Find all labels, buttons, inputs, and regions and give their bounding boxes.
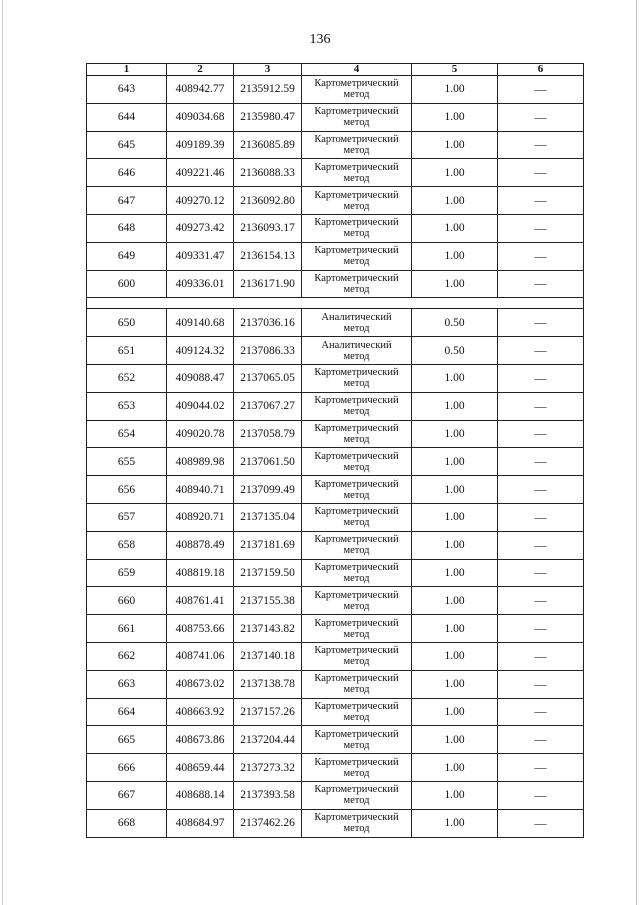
accuracy-cell: 1.00 bbox=[412, 448, 498, 476]
method-cell bbox=[302, 781, 412, 809]
y-coordinate-cell: 2137061.50 bbox=[234, 448, 302, 476]
method-line-2: метод bbox=[343, 767, 370, 779]
method-cell bbox=[302, 392, 412, 420]
x-coordinate-cell: 409088.47 bbox=[167, 364, 234, 392]
accuracy-cell: 1.00 bbox=[412, 103, 498, 131]
accuracy-cell: 1.00 bbox=[412, 587, 498, 615]
method-line-1: Аналитический bbox=[321, 339, 392, 351]
method-line-2: метод bbox=[343, 656, 370, 668]
method-cell bbox=[302, 364, 412, 392]
table-row bbox=[87, 809, 584, 837]
y-coordinate-cell: 2137065.05 bbox=[234, 364, 302, 392]
method-cell bbox=[302, 242, 412, 270]
note-cell: — bbox=[498, 364, 584, 392]
method-line-1: Картометрический bbox=[314, 422, 399, 434]
method-line-1: Картометрический bbox=[314, 534, 399, 546]
accuracy-cell: 1.00 bbox=[412, 392, 498, 420]
point-number-cell: 649 bbox=[87, 242, 167, 270]
accuracy-cell: 1.00 bbox=[412, 420, 498, 448]
y-coordinate-cell: 2137135.04 bbox=[234, 503, 302, 531]
point-number-cell: 668 bbox=[87, 809, 167, 837]
table-row bbox=[87, 726, 584, 754]
point-number-cell: 652 bbox=[87, 364, 167, 392]
method-line-1: Картометрический bbox=[314, 478, 399, 490]
table-row bbox=[87, 131, 584, 159]
x-coordinate-cell: 409140.68 bbox=[167, 309, 234, 337]
point-number-cell: 660 bbox=[87, 587, 167, 615]
method-line-2: метод bbox=[343, 545, 370, 557]
note-cell: — bbox=[498, 642, 584, 670]
method-line-1: Аналитический bbox=[321, 311, 392, 323]
method-cell bbox=[302, 587, 412, 615]
x-coordinate-cell: 409270.12 bbox=[167, 187, 234, 215]
method-cell bbox=[302, 726, 412, 754]
point-number-cell: 664 bbox=[87, 698, 167, 726]
method-line-2: метод bbox=[343, 489, 370, 501]
x-coordinate-cell: 409034.68 bbox=[167, 103, 234, 131]
accuracy-cell: 1.00 bbox=[412, 559, 498, 587]
method-line-1: Картометрический bbox=[314, 589, 399, 601]
x-coordinate-cell: 408940.71 bbox=[167, 476, 234, 504]
accuracy-cell: 1.00 bbox=[412, 781, 498, 809]
method-cell bbox=[302, 187, 412, 215]
accuracy-cell: 1.00 bbox=[412, 726, 498, 754]
x-coordinate-cell: 408920.71 bbox=[167, 503, 234, 531]
method-line-1: Картометрический bbox=[314, 450, 399, 462]
group-separator-row bbox=[87, 298, 584, 309]
note-cell: — bbox=[498, 242, 584, 270]
note-cell: — bbox=[498, 809, 584, 837]
table-row bbox=[87, 476, 584, 504]
method-line-1: Картометрический bbox=[314, 133, 399, 145]
y-coordinate-cell: 2137155.38 bbox=[234, 587, 302, 615]
method-line-2: метод bbox=[343, 283, 370, 295]
point-number-cell: 659 bbox=[87, 559, 167, 587]
method-line-1: Картометрический bbox=[314, 728, 399, 740]
note-cell: — bbox=[498, 337, 584, 365]
accuracy-cell: 1.00 bbox=[412, 642, 498, 670]
accuracy-cell: 1.00 bbox=[412, 131, 498, 159]
accuracy-cell: 1.00 bbox=[412, 270, 498, 298]
accuracy-cell: 1.00 bbox=[412, 670, 498, 698]
accuracy-cell: 1.00 bbox=[412, 698, 498, 726]
method-line-2: метод bbox=[343, 461, 370, 473]
y-coordinate-cell: 2137157.26 bbox=[234, 698, 302, 726]
accuracy-cell: 1.00 bbox=[412, 214, 498, 242]
point-number-cell: 600 bbox=[87, 270, 167, 298]
table-row bbox=[87, 503, 584, 531]
method-line-2: метод bbox=[343, 684, 370, 696]
method-cell bbox=[302, 754, 412, 782]
note-cell: — bbox=[498, 531, 584, 559]
x-coordinate-cell: 408942.77 bbox=[167, 76, 234, 104]
x-coordinate-cell: 408659.44 bbox=[167, 754, 234, 782]
x-coordinate-cell: 409044.02 bbox=[167, 392, 234, 420]
method-cell bbox=[302, 448, 412, 476]
x-coordinate-cell: 408673.86 bbox=[167, 726, 234, 754]
method-line-2: метод bbox=[343, 795, 370, 807]
y-coordinate-cell: 2137138.78 bbox=[234, 670, 302, 698]
x-coordinate-cell: 409124.32 bbox=[167, 337, 234, 365]
note-cell: — bbox=[498, 698, 584, 726]
x-coordinate-cell: 408753.66 bbox=[167, 615, 234, 643]
method-line-1: Картометрический bbox=[314, 217, 399, 229]
method-cell bbox=[302, 615, 412, 643]
method-cell bbox=[302, 337, 412, 365]
point-number-cell: 657 bbox=[87, 503, 167, 531]
column-header: 4 bbox=[302, 64, 412, 76]
group-separator bbox=[87, 298, 584, 309]
method-line-2: метод bbox=[343, 200, 370, 212]
point-number-cell: 644 bbox=[87, 103, 167, 131]
y-coordinate-cell: 2135912.59 bbox=[234, 76, 302, 104]
note-cell: — bbox=[498, 131, 584, 159]
point-number-cell: 650 bbox=[87, 309, 167, 337]
point-number-cell: 666 bbox=[87, 754, 167, 782]
method-line-1: Картометрический bbox=[314, 561, 399, 573]
method-line-1: Картометрический bbox=[314, 645, 399, 657]
table-row bbox=[87, 615, 584, 643]
y-coordinate-cell: 2136092.80 bbox=[234, 187, 302, 215]
accuracy-cell: 1.00 bbox=[412, 754, 498, 782]
table-row bbox=[87, 781, 584, 809]
table-row bbox=[87, 420, 584, 448]
method-cell bbox=[302, 420, 412, 448]
y-coordinate-cell: 2137462.26 bbox=[234, 809, 302, 837]
method-line-2: метод bbox=[343, 711, 370, 723]
method-line-1: Картометрический bbox=[314, 367, 399, 379]
note-cell: — bbox=[498, 448, 584, 476]
method-cell bbox=[302, 670, 412, 698]
method-line-2: метод bbox=[343, 433, 370, 445]
point-number-cell: 655 bbox=[87, 448, 167, 476]
note-cell: — bbox=[498, 476, 584, 504]
method-cell bbox=[302, 131, 412, 159]
point-number-cell: 661 bbox=[87, 615, 167, 643]
method-line-2: метод bbox=[343, 378, 370, 390]
accuracy-cell: 1.00 bbox=[412, 809, 498, 837]
table-row bbox=[87, 187, 584, 215]
accuracy-cell: 1.00 bbox=[412, 531, 498, 559]
table-row bbox=[87, 448, 584, 476]
note-cell: — bbox=[498, 781, 584, 809]
table-row bbox=[87, 309, 584, 337]
y-coordinate-cell: 2137181.69 bbox=[234, 531, 302, 559]
x-coordinate-cell: 408688.14 bbox=[167, 781, 234, 809]
x-coordinate-cell: 408878.49 bbox=[167, 531, 234, 559]
y-coordinate-cell: 2136171.90 bbox=[234, 270, 302, 298]
table-header-row bbox=[87, 64, 584, 76]
table-row bbox=[87, 670, 584, 698]
method-line-1: Картометрический bbox=[314, 272, 399, 284]
method-line-2: метод bbox=[343, 572, 370, 584]
y-coordinate-cell: 2137036.16 bbox=[234, 309, 302, 337]
method-line-2: метод bbox=[343, 350, 370, 362]
method-cell bbox=[302, 809, 412, 837]
note-cell: — bbox=[498, 392, 584, 420]
point-number-cell: 667 bbox=[87, 781, 167, 809]
point-number-cell: 648 bbox=[87, 214, 167, 242]
y-coordinate-cell: 2136088.33 bbox=[234, 159, 302, 187]
table-row bbox=[87, 337, 584, 365]
method-line-2: метод bbox=[343, 322, 370, 334]
method-line-2: метод bbox=[343, 517, 370, 529]
method-line-2: метод bbox=[343, 172, 370, 184]
method-cell bbox=[302, 531, 412, 559]
method-cell bbox=[302, 642, 412, 670]
accuracy-cell: 1.00 bbox=[412, 159, 498, 187]
method-line-1: Картометрический bbox=[314, 245, 399, 257]
table-row bbox=[87, 242, 584, 270]
method-cell bbox=[302, 159, 412, 187]
y-coordinate-cell: 2137143.82 bbox=[234, 615, 302, 643]
note-cell: — bbox=[498, 420, 584, 448]
x-coordinate-cell: 409331.47 bbox=[167, 242, 234, 270]
note-cell: — bbox=[498, 76, 584, 104]
point-number-cell: 653 bbox=[87, 392, 167, 420]
method-cell bbox=[302, 503, 412, 531]
method-line-2: метод bbox=[343, 739, 370, 751]
y-coordinate-cell: 2136093.17 bbox=[234, 214, 302, 242]
table-row bbox=[87, 76, 584, 104]
method-line-2: метод bbox=[343, 823, 370, 835]
coordinates-table bbox=[86, 63, 584, 838]
x-coordinate-cell: 408819.18 bbox=[167, 559, 234, 587]
method-line-2: метод bbox=[343, 628, 370, 640]
accuracy-cell: 1.00 bbox=[412, 242, 498, 270]
y-coordinate-cell: 2137086.33 bbox=[234, 337, 302, 365]
y-coordinate-cell: 2137273.32 bbox=[234, 754, 302, 782]
x-coordinate-cell: 409273.42 bbox=[167, 214, 234, 242]
point-number-cell: 646 bbox=[87, 159, 167, 187]
y-coordinate-cell: 2137067.27 bbox=[234, 392, 302, 420]
table-row bbox=[87, 159, 584, 187]
table-row bbox=[87, 214, 584, 242]
y-coordinate-cell: 2137099.49 bbox=[234, 476, 302, 504]
column-header: 5 bbox=[412, 64, 498, 76]
method-line-1: Картометрический bbox=[314, 106, 399, 118]
page-edge-left bbox=[2, 0, 3, 905]
table-body bbox=[87, 76, 584, 838]
method-line-1: Картометрический bbox=[314, 161, 399, 173]
y-coordinate-cell: 2137204.44 bbox=[234, 726, 302, 754]
method-line-1: Картометрический bbox=[314, 78, 399, 90]
method-cell bbox=[302, 214, 412, 242]
accuracy-cell: 0.50 bbox=[412, 309, 498, 337]
method-line-2: метод bbox=[343, 256, 370, 268]
method-cell bbox=[302, 698, 412, 726]
y-coordinate-cell: 2137159.50 bbox=[234, 559, 302, 587]
point-number-cell: 663 bbox=[87, 670, 167, 698]
point-number-cell: 654 bbox=[87, 420, 167, 448]
method-cell bbox=[302, 103, 412, 131]
x-coordinate-cell: 408684.97 bbox=[167, 809, 234, 837]
note-cell: — bbox=[498, 503, 584, 531]
table-row bbox=[87, 754, 584, 782]
x-coordinate-cell: 408761.41 bbox=[167, 587, 234, 615]
table-row bbox=[87, 364, 584, 392]
note-cell: — bbox=[498, 726, 584, 754]
note-cell: — bbox=[498, 270, 584, 298]
method-line-1: Картометрический bbox=[314, 506, 399, 518]
x-coordinate-cell: 409020.78 bbox=[167, 420, 234, 448]
note-cell: — bbox=[498, 103, 584, 131]
accuracy-cell: 1.00 bbox=[412, 76, 498, 104]
y-coordinate-cell: 2137140.18 bbox=[234, 642, 302, 670]
method-line-1: Картометрический bbox=[314, 673, 399, 685]
table-row bbox=[87, 587, 584, 615]
table-row bbox=[87, 642, 584, 670]
note-cell: — bbox=[498, 615, 584, 643]
method-line-2: метод bbox=[343, 117, 370, 129]
table-row bbox=[87, 392, 584, 420]
y-coordinate-cell: 2136154.13 bbox=[234, 242, 302, 270]
y-coordinate-cell: 2137393.58 bbox=[234, 781, 302, 809]
column-header: 1 bbox=[87, 64, 167, 76]
method-cell bbox=[302, 76, 412, 104]
method-line-1: Картометрический bbox=[314, 617, 399, 629]
point-number-cell: 647 bbox=[87, 187, 167, 215]
method-cell bbox=[302, 559, 412, 587]
note-cell: — bbox=[498, 559, 584, 587]
note-cell: — bbox=[498, 309, 584, 337]
point-number-cell: 645 bbox=[87, 131, 167, 159]
note-cell: — bbox=[498, 159, 584, 187]
note-cell: — bbox=[498, 214, 584, 242]
x-coordinate-cell: 409189.39 bbox=[167, 131, 234, 159]
accuracy-cell: 1.00 bbox=[412, 476, 498, 504]
accuracy-cell: 1.00 bbox=[412, 503, 498, 531]
note-cell: — bbox=[498, 670, 584, 698]
method-line-1: Картометрический bbox=[314, 700, 399, 712]
column-header: 6 bbox=[498, 64, 584, 76]
note-cell: — bbox=[498, 754, 584, 782]
point-number-cell: 662 bbox=[87, 642, 167, 670]
method-cell bbox=[302, 476, 412, 504]
y-coordinate-cell: 2137058.79 bbox=[234, 420, 302, 448]
method-cell bbox=[302, 270, 412, 298]
point-number-cell: 643 bbox=[87, 76, 167, 104]
x-coordinate-cell: 408989.98 bbox=[167, 448, 234, 476]
table-row bbox=[87, 531, 584, 559]
x-coordinate-cell: 408673.02 bbox=[167, 670, 234, 698]
y-coordinate-cell: 2136085.89 bbox=[234, 131, 302, 159]
method-line-1: Картометрический bbox=[314, 812, 399, 824]
method-line-2: метод bbox=[343, 144, 370, 156]
method-cell bbox=[302, 309, 412, 337]
method-line-2: метод bbox=[343, 89, 370, 101]
method-line-1: Картометрический bbox=[314, 784, 399, 796]
x-coordinate-cell: 408741.06 bbox=[167, 642, 234, 670]
note-cell: — bbox=[498, 187, 584, 215]
method-line-1: Картометрический bbox=[314, 395, 399, 407]
accuracy-cell: 1.00 bbox=[412, 615, 498, 643]
table-row bbox=[87, 270, 584, 298]
note-cell: — bbox=[498, 587, 584, 615]
table-row bbox=[87, 559, 584, 587]
x-coordinate-cell: 408663.92 bbox=[167, 698, 234, 726]
accuracy-cell: 0.50 bbox=[412, 337, 498, 365]
method-line-1: Картометрический bbox=[314, 189, 399, 201]
x-coordinate-cell: 409221.46 bbox=[167, 159, 234, 187]
page-edge-right bbox=[636, 0, 637, 905]
page-number: 136 bbox=[309, 32, 331, 47]
point-number-cell: 665 bbox=[87, 726, 167, 754]
table-row bbox=[87, 698, 584, 726]
column-header: 2 bbox=[167, 64, 234, 76]
accuracy-cell: 1.00 bbox=[412, 364, 498, 392]
accuracy-cell: 1.00 bbox=[412, 187, 498, 215]
point-number-cell: 658 bbox=[87, 531, 167, 559]
point-number-cell: 651 bbox=[87, 337, 167, 365]
column-header: 3 bbox=[234, 64, 302, 76]
method-line-2: метод bbox=[343, 600, 370, 612]
y-coordinate-cell: 2135980.47 bbox=[234, 103, 302, 131]
method-line-2: метод bbox=[343, 228, 370, 240]
method-line-1: Картометрический bbox=[314, 756, 399, 768]
method-line-2: метод bbox=[343, 406, 370, 418]
point-number-cell: 656 bbox=[87, 476, 167, 504]
x-coordinate-cell: 409336.01 bbox=[167, 270, 234, 298]
table-row bbox=[87, 103, 584, 131]
